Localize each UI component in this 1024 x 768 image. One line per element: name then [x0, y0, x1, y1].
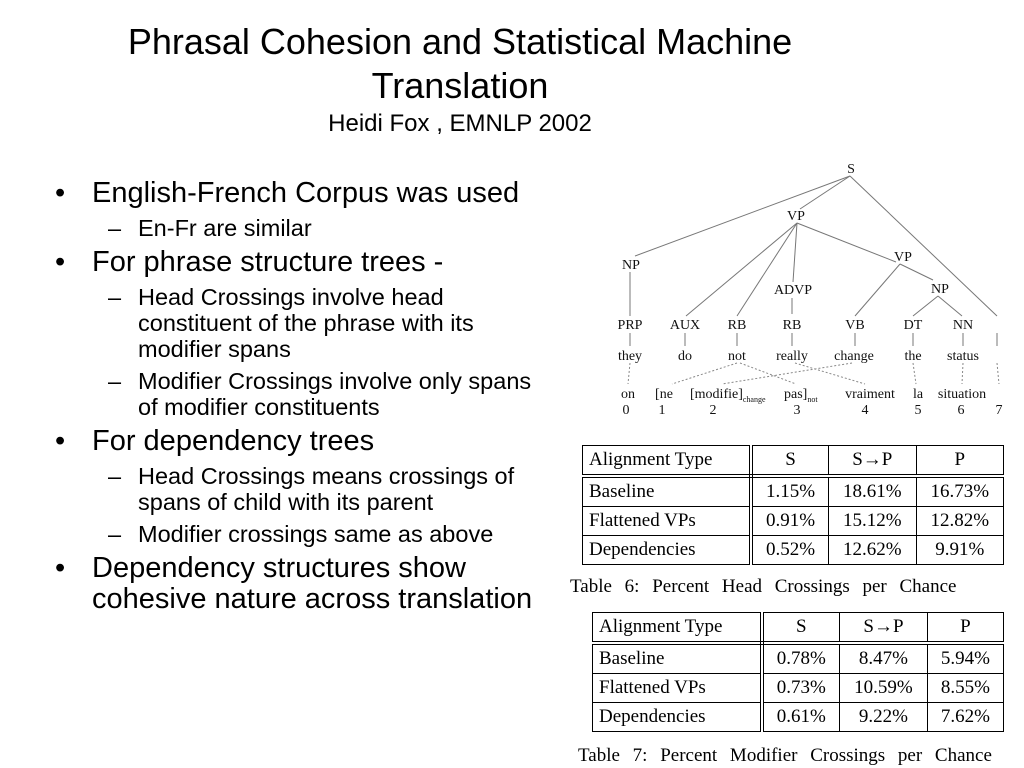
row-label: Baseline — [593, 643, 762, 674]
header-p: P — [916, 446, 1003, 477]
word-they: they — [617, 349, 643, 364]
sub-bullet-2-2-text: Modifier Crossings involve only spans of modifier constituents — [138, 368, 532, 420]
edge-vp2-np — [900, 264, 933, 280]
node-np: NP — [622, 258, 640, 273]
word-really: really — [776, 349, 808, 364]
align-dot — [997, 363, 999, 384]
align-status-situation — [962, 363, 963, 384]
sub-bullet-1-1 — [52, 215, 552, 241]
row-label: Baseline — [583, 476, 751, 507]
align-change-modifie — [722, 363, 852, 384]
index-3: 3 — [793, 403, 801, 418]
table-row — [583, 507, 1004, 536]
fr-on: on — [621, 387, 635, 402]
header-p: P — [927, 613, 1003, 644]
bullet-1 — [52, 178, 552, 209]
table-6-head-crossings — [582, 445, 1004, 565]
sub-bullet-3-2 — [52, 521, 552, 547]
sub-bullet-3-1 — [52, 463, 552, 515]
header-s-to-p: S→P — [829, 446, 916, 477]
edge-s-np — [635, 176, 850, 256]
cell-p: 8.55% — [927, 674, 1003, 703]
align-not-ne — [672, 363, 737, 384]
cell-s: 1.15% — [751, 476, 829, 507]
table-6-caption: Table 6: Percent Head Crossings per Chance — [570, 576, 957, 597]
edge-s-vp — [800, 176, 850, 209]
fr-modifie-word: [modifie] — [690, 387, 743, 402]
word-do: do — [678, 349, 692, 364]
bullet-list — [52, 172, 552, 615]
sub-bullet-3-2-text: Modifier crossings same as above — [138, 521, 494, 547]
table-header-row — [583, 446, 1004, 477]
pos-dt: DT — [903, 318, 923, 333]
sub-bullet-dash: – — [108, 284, 122, 310]
table-row — [583, 536, 1004, 565]
row-label: Dependencies — [583, 536, 751, 565]
edge-vp-advp — [793, 223, 797, 282]
pos-aux: AUX — [669, 318, 701, 333]
fr-vraiment: vraiment — [845, 387, 895, 402]
title-line-2: Translation — [371, 65, 549, 106]
cell-s-to-p: 15.12% — [829, 507, 916, 536]
bullet-2-text: For phrase structure trees - — [92, 246, 444, 278]
index-4: 4 — [861, 403, 869, 418]
table-row — [593, 703, 1004, 732]
bullet-4 — [52, 553, 552, 615]
cell-p: 5.94% — [927, 643, 1003, 674]
align-the-la — [913, 363, 916, 384]
cell-s-to-p: 12.62% — [829, 536, 916, 565]
header-s: S — [751, 446, 829, 477]
bullet-dot: • — [55, 552, 66, 584]
bullet-dot: • — [55, 246, 66, 278]
fr-pas-subscript: not — [807, 395, 818, 404]
index-1: 1 — [658, 403, 666, 418]
sub-bullet-2-2 — [52, 368, 552, 420]
sub-bullet-2-1 — [52, 284, 552, 362]
edge-s-dot — [850, 176, 997, 316]
edge-vp-aux — [686, 223, 797, 316]
index-5: 5 — [914, 403, 922, 418]
fr-ne: [ne — [655, 387, 673, 402]
align-really-vraiment — [795, 363, 865, 384]
cell-p: 9.91% — [916, 536, 1003, 565]
pos-vb: VB — [845, 318, 865, 333]
table-row — [583, 476, 1004, 507]
sub-bullet-3-1-text: Head Crossings means crossings of spans of child with its parent — [138, 463, 515, 515]
title-subtitle: Heidi Fox , EMNLP 2002 — [328, 110, 592, 137]
index-6: 6 — [957, 403, 965, 418]
fr-situation: situation — [937, 387, 987, 402]
table-header-row — [593, 613, 1004, 644]
sub-bullet-dash: – — [108, 521, 122, 547]
word-change: change — [834, 349, 874, 364]
bullet-4-text: Dependency structures show cohesive nature across translation — [92, 552, 533, 615]
word-the: the — [904, 349, 922, 364]
table-row — [593, 674, 1004, 703]
sub-bullet-dash: – — [108, 368, 122, 394]
bullet-3 — [52, 426, 552, 457]
edge-np2-nn — [938, 296, 962, 316]
header-alignment-type: Alignment Type — [583, 446, 751, 477]
edge-vp2-vb — [855, 264, 900, 316]
fr-pas-word: pas] — [784, 387, 808, 402]
table-7-modifier-crossings — [592, 612, 1004, 732]
align-they-on — [628, 363, 630, 384]
cell-s: 0.52% — [751, 536, 829, 565]
index-7: 7 — [995, 403, 1003, 418]
cell-s: 0.91% — [751, 507, 829, 536]
header-s: S — [762, 613, 840, 644]
word-not: not — [728, 349, 746, 364]
index-0: 0 — [622, 403, 630, 418]
fr-modifie — [690, 387, 766, 404]
row-label: Flattened VPs — [583, 507, 751, 536]
node-advp: ADVP — [773, 283, 813, 298]
cell-s-to-p: 8.47% — [840, 643, 928, 674]
edge-vp-rb — [737, 223, 797, 316]
header-s-to-p: S→P — [840, 613, 928, 644]
pos-prp: PRP — [617, 318, 643, 333]
bullet-1-text: English-French Corpus was used — [92, 177, 520, 209]
edge-np2-dt — [913, 296, 938, 316]
header-alignment-type: Alignment Type — [593, 613, 762, 644]
cell-s: 0.73% — [762, 674, 840, 703]
table-row — [593, 643, 1004, 674]
node-s: S — [847, 162, 855, 177]
bullet-dot: • — [55, 177, 66, 209]
cell-p: 12.82% — [916, 507, 1003, 536]
edge-vp-vp — [797, 223, 896, 262]
bullet-dot: • — [55, 425, 66, 457]
cell-s: 0.78% — [762, 643, 840, 674]
pos-nn: NN — [952, 318, 974, 333]
title-line-1: Phrasal Cohesion and Statistical Machine — [127, 21, 793, 62]
cell-s-to-p: 10.59% — [840, 674, 928, 703]
sub-bullet-dash: – — [108, 215, 122, 241]
fr-la: la — [912, 387, 924, 402]
cell-s-to-p: 18.61% — [829, 476, 916, 507]
slide-title — [0, 20, 920, 140]
fr-modifie-subscript: change — [742, 395, 766, 404]
cell-p: 16.73% — [916, 476, 1003, 507]
sub-bullet-dash: – — [108, 463, 122, 489]
cell-s-to-p: 9.22% — [840, 703, 928, 732]
node-vp-2: VP — [894, 250, 912, 265]
table-7-caption: Table 7: Percent Modifier Crossings per Chance — [578, 745, 992, 766]
node-np-2: NP — [931, 282, 949, 297]
pos-rb: RB — [727, 318, 747, 333]
cell-p: 7.62% — [927, 703, 1003, 732]
fr-pas — [784, 387, 818, 404]
word-status: status — [947, 349, 979, 364]
pos-rb-2: RB — [782, 318, 802, 333]
bullet-2 — [52, 247, 552, 278]
index-2: 2 — [709, 403, 717, 418]
bullet-3-text: For dependency trees — [92, 425, 375, 457]
sub-bullet-1-1-text: En-Fr are similar — [138, 215, 312, 241]
parse-tree-diagram — [600, 152, 1020, 427]
sub-bullet-2-1-text: Head Crossings involve head constituent of the phrase with its modifier spans — [138, 284, 474, 362]
row-label: Dependencies — [593, 703, 762, 732]
node-vp: VP — [787, 209, 805, 224]
row-label: Flattened VPs — [593, 674, 762, 703]
cell-s: 0.61% — [762, 703, 840, 732]
